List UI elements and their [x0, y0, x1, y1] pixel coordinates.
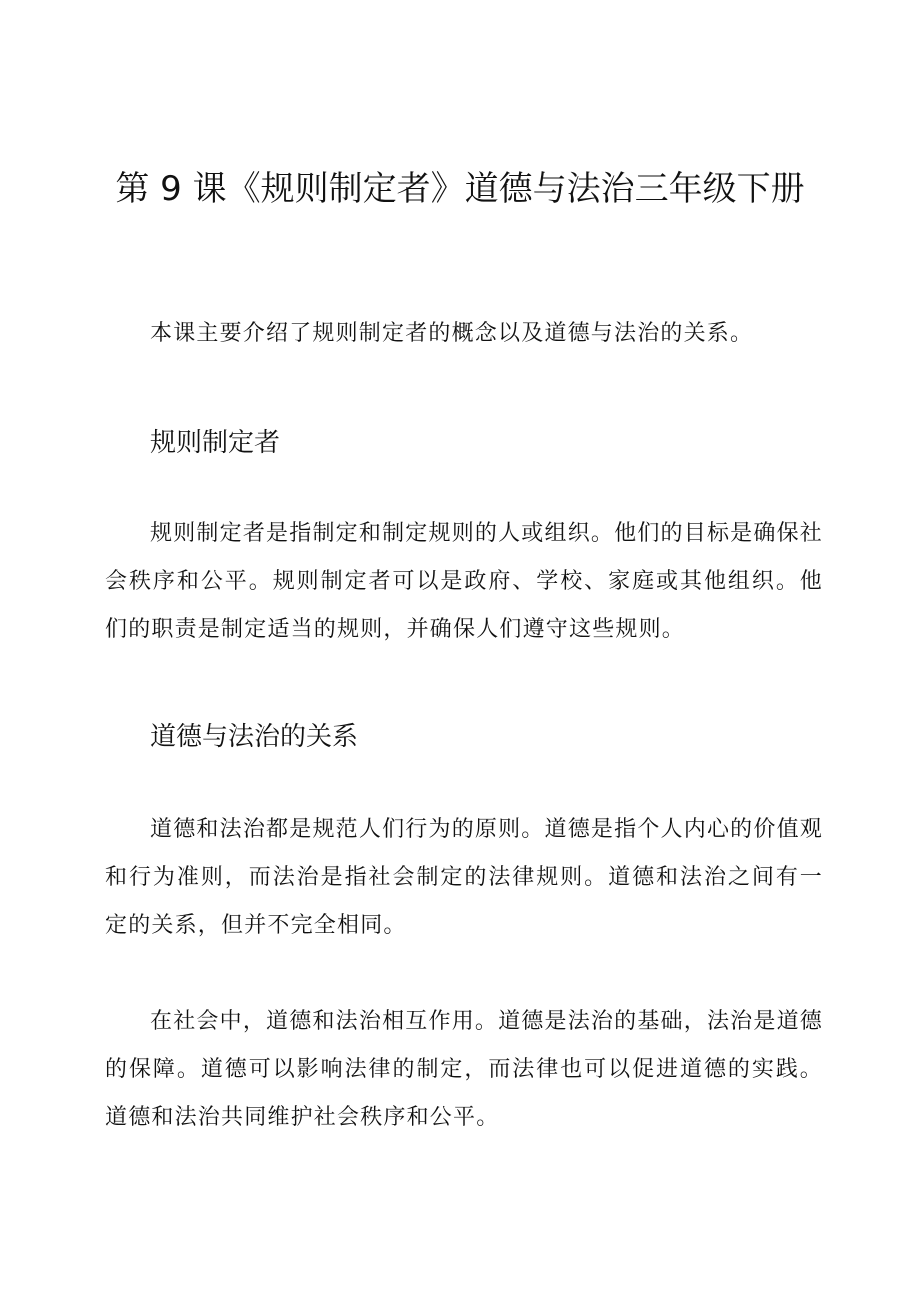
document-title: 第 9 课《规则制定者》道德与法治三年级下册 [115, 169, 805, 209]
section-paragraph: 在社会中，道德和法治相互作用。道德是法治的基础，法治是道德的保障。道德可以影响法律的制定，而法律也可以促进道德的实践。道德和法治共同维护社会秩序和公平。 [105, 1009, 823, 1130]
intro-paragraph: 本课主要介绍了规则制定者的概念以及道德与法治的关系。 [150, 321, 754, 346]
section-heading-morality-law: 道德与法治的关系 [150, 722, 359, 752]
section-paragraph: 规则制定者是指制定和制定规则的人或组织。他们的目标是确保社会秩序和公平。规则制定者可以是政府、学校、家庭或其他组织。他们的职责是制定适当的规则，并确保人们遵守这些规则。 [105, 521, 823, 642]
section-paragraph: 道德和法治都是规范人们行为的原则。道德是指个人内心的价值观和行为准则，而法治是指社会制定的法律规则。道德和法治之间有一定的关系，但并不完全相同。 [105, 817, 823, 938]
section-heading-rule-makers: 规则制定者 [150, 428, 281, 458]
